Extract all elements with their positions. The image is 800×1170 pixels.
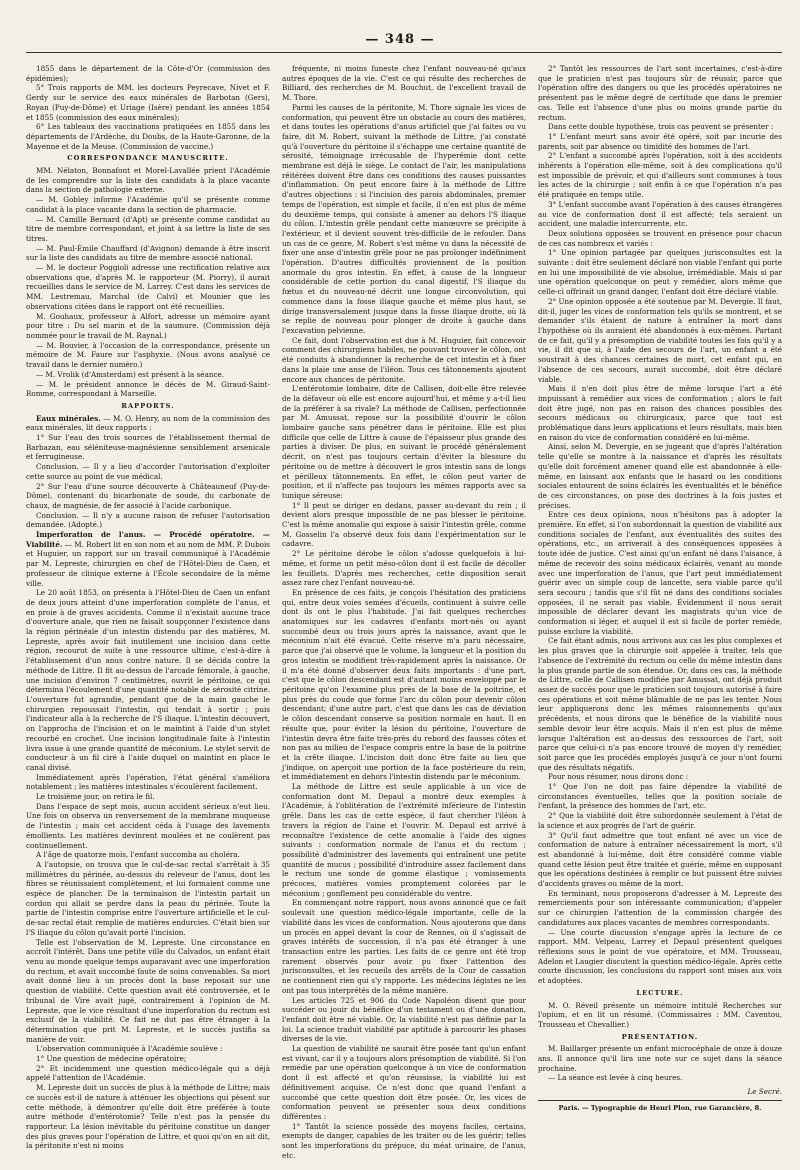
signature: Le Secré. (747, 1087, 782, 1097)
run-in-heading: Imperforation de l'anus. — Procédé opératoire. — Viabilité. (26, 530, 270, 549)
paragraph: Mais il n'en doit plus être de même lorsque l'art a été impuissant à remédier aux vices de conformation ; alors le fait doit être jugé, non pas en raison des chances possibles des secours médicaux ou chirurgicaux, parce que tout est problématique dans leurs applications et leurs résultats, mais bien en raison du vice de conformation considéré en lui-même. (538, 384, 782, 442)
paragraph: Entre ces deux opinions, nous n'hésitons pas à adopter la première. En effet, si l'on subordonnait la question de viabilité aux conditions sociales de l'enfant, aux éventualités des suites des opérations, etc., on arriverait à des conséquences opposées à toute idée de justice. C'est ainsi qu'un enfant né dans l'aisance, à même de recevoir des soins médicaux éclairés, venant au monde avec une imperforation de l'anus, que l'art peut immédiatement guérir avec un simple coup de lancette, sera viable parce qu'il sera secouru ; tandis que s'il fût né dans des conditions sociales opposées, il ne serait pas viable. Évidemment il nous serait impossible de déclarer devant les magistrats qu'un vice de conformation si léger, et auquel il est si facile de porter remède, puisse exclure la viabilité. (538, 510, 782, 636)
paragraph: En présence de ces faits, je conçois l'hésitation des praticiens qui, entre deux voies semées d'écueils, continuent à suivre celle dont ils ont le plus l'habitude. J'ai fait quelques recherches anatomiques sur les cadavres d'enfants mort-nés ou ayant succombé deux ou trois jours après la naissance, avant que le méconium n'ait été évacué. Cette réserve m'a paru nécessaire, parce que j'ai observé que le volume, la longueur et la position du gros intestin se modifient très-rapidement après la naissance. Or il m'a été donné d'observer deux faits importants : d'une part, c'est que le côlon descendant est d'autant moins enveloppé par le péritoine qu'on l'examine plus près de la base de la poitrine, et plus près du coude que forme l'arc du côlon pour devenir côlon descendant; d'une autre part, c'est que dans les cas de déviation le côlon descendant conserve sa position normale en haut. Il en résulte que, pour éviter la lésion du péritoine, l'ouverture de l'intestin devra être faite très-près du rebord des fausses côtes et non pas au milieu de l'espace compris entre la base de la poitrine et la crête iliaque. L'incision doit donc être faite au lieu que j'indique, on aperçoit une portion de la face postérieure du rein, et immédiatement en dehors l'intestin distendu par le méconium. (282, 587, 526, 782)
paragraph: — M. Vrolik (d'Amsterdam) est présent à la séance. (36, 369, 225, 379)
section-heading: CORRESPONDANCE MANUSCRITE. (67, 154, 229, 163)
page-header (0, 30, 800, 54)
section-heading: RAPPORTS. (121, 401, 175, 410)
column-3 (538, 64, 782, 1160)
paragraph: — M. Gobley informe l'Académie qu'il se présente comme candidat à la place vacante dans la section de pharmacie. (26, 195, 270, 214)
paragraph: — M. le docteur Poggioli adresse une rectification relative aux observations que, d'après M. le rapporteur (M. Piorry), il aurait recueillies dans le service de M. Larrey. C'est dans les services de MM. Lestremau, Marchal (de Calvi) et Mounier que les observations citées dans le rapport ont été recueillies. (26, 263, 270, 311)
paragraph: M. O. Réveil présente un mémoire intitulé Recherches sur l'opium, et en lit un résumé. (Commissaires : MM. Caventou, Trousseau et Chevallier.) (538, 1000, 782, 1029)
header-rule (26, 52, 782, 53)
paragraph: Ce fait, dont l'observation est due à M. Huguier, fait concevoir comment des chirurgiens habiles, ne pouvant trouver le côlon, ont été conduits à abandonner la recherche de cet intestin et à fixer dans la plaie une anse de l'iléon. Tous ces tâtonnements ajoutent encore aux chances de péritonite. (282, 335, 526, 384)
paragraph: 2° Et incidemment une question médico-légale qui a déjà appelé l'attention de l'Académie. (26, 1063, 270, 1083)
section-heading: PRÉSENTATION. (621, 1032, 699, 1041)
paragraph: 1° L'enfant meurt sans avoir été opéré, soit par incurie des parents, soit par absence ou timidité des hommes de l'art. (538, 131, 782, 151)
paragraph: 1° Une question de médecine opératoire; (36, 1054, 187, 1064)
paragraph: 1855 dans le département de la Côte-d'Or (commission des épidémies); (26, 64, 270, 83)
paragraph: 1° Une opinion partagée par quelques jurisconsultes est la suivante : doit être seulement déclaré non viable l'enfant qui porte en lui une impossibilité de vie absolue, irrémédiable. Mais si par une opération quelconque on peut y remédier, alors même que celle-ci offrirait un grand danger, l'enfant doit être déclaré viable. (538, 248, 782, 297)
paragraph: 6° Les tableaux des vaccinations pratiquées en 1855 dans les départements de l'Ardèche, du Doubs, de la Haute-Garonne, de la Mayenne et de la Meuse. (Commission de vaccine.) (26, 122, 270, 151)
paragraph: Immédiatement après l'opération, l'état général s'améliora notablement ; les matières intestinales s'écoulèrent facilement. (26, 772, 270, 792)
paragraph: 2° Sur l'eau d'une source découverte à Châteauneuf (Puy-de-Dôme), contenant du bicarbonate de soude, du carbonate de chaux, de magnésie, de fer associé à l'acide carbonique. (26, 481, 270, 510)
page-number: — 348 — (365, 32, 435, 47)
paragraph: — M. le président annonce le décès de M. Giraud-Saint-Romme, correspondant à Marseille. (26, 379, 270, 399)
paragraph: — M. Paul-Émile Chauffard (d'Avignon) demande à être inscrit sur la liste des candidats au titre de membre associé national. (26, 243, 270, 263)
paragraph: 1° Sur l'eau des trois sources de l'établissement thermal de Barbazan, eau séléniteuse-magnésienne sensiblement arsenicale et ferrugineuse. (26, 433, 270, 462)
paragraph: Deux solutions opposées se trouvent en présence pour chacun de ces cas nombreux et variés : (538, 228, 782, 248)
paragraph: L'observation communiquée à l'Académie soulève : (36, 1044, 223, 1054)
paragraph: 2° Une opinion opposée a été soutenue par M. Devergie. Il faut, dit-il, juger les vices de conformation tels qu'ils se montrent, et se demander s'ils étaient de nature à entraîner la mort dans l'hypothèse où ils auraient été abandonnés à eux-mêmes. Partant de ce fait, qu'il y a présomption de viabilité toutes les fois qu'il y a vie, il dit que si, à l'aide des secours de l'art, un enfant a été soustrait à des chances certaines de mort, cet enfant qui, en l'absence de ces secours, aurait succombé, doit être déclaré viable. (538, 296, 782, 384)
paragraph: fréquente, ni moins funeste chez l'enfant nouveau-né qu'aux autres époques de la vie. C'est ce qui résulte des recherches de Billiard, des recherches de M. Bouchut, de l'excellent travail de M. Thore. (282, 64, 526, 103)
paragraph: Telle est l'observation de M. Lepreste. Une circonstance en accroît l'intérêt. Dans une petite ville du Calvados, un enfant était venu au monde quelque temps auparavant avec une imperforation du rectum, et avait succombé faute de soins convenables. Sa mort avait donné lieu à un procès dont la base reposait sur une question de viabilité. Cette question avait été controversée, et le tribunal de Vire avait jugé, contrairement à l'opinion de M. Lepreste, que le vice résultant d'une imperforation du rectum est exclusif de la viabilité. Ce fait ne dut pas être étranger à la détermination que prit M. Lepreste, et le succès justifia sa manière de voir. (26, 937, 270, 1044)
paragraph: Parmi les causes de la péritonite, M. Thore signale les vices de conformation, qui peuvent être un obstacle au cours des matières, et dans toutes les opérations d'anus artificiel que j'ai faites ou vu faire, dit M. Robert, suivant la méthode de Littre, j'ai constaté qu'à l'ouverture du péritoine il s'échappe une certaine quantité de sérosité, témoignage irrécusable de l'hyperémie dont cette membrane est déjà le siège. Le contact de l'air, les manipulations réitérées doivent être dans ces conditions des causes puissantes d'inflammation. On peut encore faire à la méthode de Littre d'autres objections : si l'incision des parois abdominales, premier temps de l'opération, est simple et facile, il n'en est plus de même du deuxième temps, qui consiste à amener au dehors l'S iliaque du côlon. L'intestin grêle pendant cette manœuvre se précipite à l'extérieur, et il devient souvent très-difficile de le refouler. Dans un cas de ce genre, M. Robert s'est même vu dans la nécessité de fixer une anse d'intestin grêle pour ne pas prolonger indéfiniment l'opération. D'autres difficultés proviennent de la position anormale du gros intestin. En effet, à cause de la longueur considérable de cette portion du canal digestif, l'S iliaque du fœtus et du nouveau-né décrit une longue circonvolution, qui commence dans la fosse iliaque gauche et même plus haut, se dirige transversalement jusque dans la fosse iliaque droite, où là se replie de nouveau pour plonger de droite à gauche dans l'excavation pelvienne. (282, 102, 526, 335)
paragraph: M. Baillarger présente un enfant microcéphale de onze à douze ans. Il annonce qu'il lira une note sur ce sujet dans la séance prochaine. (538, 1044, 782, 1073)
paragraph: En commençant notre rapport, nous avons annoncé que ce fait soulevait une question médico-légale importante, celle de la viabilité dans les vices de conformation. Nous ajouterons que dans un procès en appel devant la cour de Rennes, où il s'agissait de graves intérêts de succession, il n'a pas été étranger à une transaction entre les parties. Les faits de ce genre ont été trop rarement observés pour avoir pu fixer l'attention des jurisconsultes, et les recueils des arrêts de la Cour de cassation ne contiennent rien qui s'y rapporte. Les médecins légistes ne les ont pas tous interprétés de la même manière. (282, 898, 526, 995)
paragraph: La méthode de Littre est seule applicable à un vice de conformation dont M. Depaul a montré deux exemples à l'Académie, à l'oblitération de l'extrémité inférieure de l'intestin grêle. Dans les cas de cette espèce, il faut chercher l'iléon à travers la région de l'aine et l'ouvrir. M. Depaul est arrivé à reconnaître l'existence de cette anomalie à l'aide des signes suivants : conformation normale de l'anus et du rectum ; possibilité d'administrer des lavements qui entraînent une petite quantité de mucus ; possibilité d'introduire assez facilement dans le rectum une sonde de gomme élastique ; vomissements précoces, matières vomies promptement colorées par le méconium ; gonflement peu considérable du ventre. (282, 782, 526, 898)
column-1 (26, 64, 270, 1160)
paragraph: 2° Que la viabilité doit être subordonnée seulement à l'état de la science et aux progrès de l'art de guérir. (538, 811, 782, 830)
column-2 (282, 64, 526, 1160)
paragraph: Pour nous résumer, nous dirons donc : (548, 772, 689, 782)
paragraph: 2° Tantôt les ressources de l'art sont incertaines, c'est-à-dire que le praticien n'est pas toujours sûr de réussir, parce que l'opération offre des dangers ou que les procédés opératoires ne présentent pas le même degré de certitude que dans le premier cas. Telle est l'absence d'une plus ou moins grande partie du rectum. (538, 64, 782, 122)
paragraph: A l'autopsie, on trouva que le cul-de-sac rectal s'arrêtait à 35 millimètres du périnée, au-dessus du releveur de l'anus, dont les fibres se réunissaient complètement, et lui formaient comme une espèce de plancher. De la terminaison de l'intestin partait un cordon qui allait se perdre dans la peau du périnée. Toute la partie de l'intestin comprise entre l'ouverture artificielle et le cul-de-sac rectal était remplie de matières endurcies. C'était bien sur l'S iliaque du côlon qu'avait porté l'incision. (26, 859, 270, 937)
paragraph: L'entérotomie lombaire, dite de Callisen, doit-elle être relevée de la défaveur où elle est encore aujourd'hui, et même y a-t-il lieu de la préférer à sa rivale? La méthode de Callisen, perfectionnée par M. Amussat, repose sur la possibilité d'ouvrir le côlon lombaire gauche sans pénétrer dans le péritoine. Elle est plus difficile que celle de Littre à cause de l'épaisseur plus grande des parties à diviser. De plus, en suivant le procédé généralement décrit, on n'est pas toujours certain d'éviter la blessure du péritoine ou de mettre à découvert le gros intestin sans de longs et périlleux tâtonnements. En effet, le côlon peut varier de position, et il n'affecte pas toujours les mêmes rapports avec sa tunique séreuse: (282, 384, 526, 500)
paragraph: 1° Il peut se diriger en dedans, passer au-devant du rein ; il devient alors presque impossible de ne pas blesser le péritoine. C'est la même anomalie qui expose à saisir l'intestin grêle, comme M. Gosselin l'a observé deux fois dans l'expérimentation sur le cadavre. (282, 500, 526, 549)
run-in-heading: Eaux minérales. (36, 413, 101, 423)
paragraph: Dans l'espace de sept mois, aucun accident sérieux n'eut lieu. Une fois on observa un renversement de la membrane muqueuse de l'intestin ; mais cet accident céda à l'usage des lavements émollients. Les matières devinrent moulées et ne coulèrent pas continuellement. (26, 801, 270, 850)
paragraph: — M. Camille Bernard (d'Apt) se présente comme candidat au titre de membre correspondant, et joint à sa lettre la liste de ses titres. (26, 214, 270, 243)
paragraph: — Une courte discussion s'engage après la lecture de ce rapport. MM. Velpeau, Larrey et Depaul présentent quelques réflexions sous le point de vue opératoire, et MM. Trousseau, Adelon et Laugier discutent la question médico-légale. Après cette courte discussion, les conclusions du rapport sont mises aux voix et adoptées. (538, 927, 782, 986)
paragraph: Ainsi, selon M. Devergie, en se jugeant que d'après l'altération telle qu'elle se montre à la naissance et d'après les résultats qu'elle doit forcément amener quand elle est abandonnée à elle-même, en laissant aux enfants que le hasard ou les conditions sociales entourent de soins éclairés les éventualités et le bénéfice de ces circonstances, on pose des doctrines à la fois justes et précises. (538, 442, 782, 510)
paragraph: En terminant, nous proposerons d'adresser à M. Lepreste des remerciements pour son intéressante communication; d'appeler sur ce chirurgien l'attention de la commission chargée des candidatures aux places vacantes de membres correspondants. (538, 888, 782, 927)
paragraph: MM. Nélaton, Bonnafont et Morel-Lavallée prient l'Académie de les comprendre sur la liste des candidats à la place vacante dans la section de pathologie externe. (26, 166, 270, 195)
paragraph: — La séance est levée à cinq heures. (548, 1073, 683, 1083)
paragraph: Ce fait étant admis, nous arrivons aux cas les plus complexes et les plus graves que la chirurgie soit appelée à traiter, tels que l'absence de l'extrémité du rectum ou celle du même intestin dans la plus grande partie de son étendue. Or, dans ces cas, la méthode de Littre, celle de Callisen modifiée par Amussat, ont déjà produit assez de succès pour que le praticien soit toujours autorisé à faire ces opérations et soit même blâmable de ne pas les tenter. Nous leur appliquerons donc les mêmes raisonnements qu'aux précédents, et nous dirons que le bénéfice de la viabilité nous semble devoir leur être acquis. Mais il n'en est plus de même lorsque l'altération est au-dessus des ressources de l'art, soit parce que celui-ci n'a pas encore trouvé de moyen d'y remédier, soit parce que les procédés employés jusqu'à ce jour n'ont fourni que des résultats négatifs. (538, 636, 782, 772)
paragraph: 1° Que l'on ne doit pas faire dépendre la viabilité de circonstances éventuelles, telles que la position sociale de l'enfant, la présence des hommes de l'art, etc. (538, 782, 782, 811)
section-heading: LECTURE. (636, 988, 684, 997)
text-columns (26, 64, 782, 1160)
paragraph: A l'âge de quatorze mois, l'enfant succomba au choléra. (36, 850, 240, 860)
paragraph: Le troisième jour, on retira le fil. (36, 792, 155, 802)
paragraph: Conclusion. — Il n'y a aucune raison de refuser l'autorisation demandée. (Adopté.) (26, 510, 270, 530)
paragraph: 2° Le péritoine dérobe le côlon s'adosse quelquefois à lui-même, et forme un petit méso-côlon dont il est facile de décoller les feuillets. D'après mes recherches, cette disposition serait assez rare chez l'enfant nouveau-né. (282, 549, 526, 588)
paragraph: Dans cette double hypothèse, trois cas peuvent se présenter : (548, 122, 774, 132)
paragraph: M. Gouhaux, professeur à Alfort, adresse un mémoire ayant pour titre : Du sel marin et de la saumure. (Commission déjà nommée pour le travail de M. Raynal.) (26, 311, 270, 340)
paragraph: — M. Bouvier, à l'occasion de la correspondance, présente un mémoire de M. Faure sur l'asphyxie. (Nous avons analysé ce travail dans le dernier numéro.) (26, 340, 270, 370)
paragraph: 5° Trois rapports de MM. les docteurs Peyrecave, Nivet et F. Gerdy sur le service des eaux minérales de Barbotan (Gers), Royan (Puy-de-Dôme) et Uriage (Isère) pendant les années 1854 et 1855 (commission des eaux minérales); (26, 83, 270, 122)
paragraph: Conclusion. — Il y a lieu d'accorder l'autorisation d'exploiter cette source au point de vue médical. (26, 462, 270, 481)
printer-imprint: Paris. — Typographie de Henri Plon, rue Garancière, 8. (538, 1100, 782, 1114)
paragraph: Eaux minérales. — M. O. Henry, au nom de la commission des eaux minérales, lit deux rapports : (26, 413, 270, 433)
paragraph: La question de viabilité ne saurait être posée tant qu'un enfant est vivant, car il y a toujours alors présomption de viabilité. Si l'on remédie par une opération quelconque à un vice de conformation dont il est affecté et qu'on réussisse, la viabilité lui est définitivement acquise. Ce n'est donc que quand l'enfant a succombé que cette question doit être posée. Or, les vices de conformation peuvent se présenter sous deux conditions différentes : (282, 1044, 526, 1121)
paragraph: 3° Qu'il faut admettre que tout enfant né avec un vice de conformation de nature à entraîner nécessairement la mort, s'il est abandonné à lui-même, doit être considéré comme viable quand cette lésion peut être traitée et guérie, même en supposant que les opérations destinées à remplir ce but puissent être suivies d'accidents graves ou même de la mort. (538, 830, 782, 889)
paragraph: Les articles 725 et 906 du Code Napoléon disent que pour succéder ou jouir du bénéfice d'un testament ou d'une donation, l'enfant doit être né viable. Or, la viabilité n'est pas définie par la loi. La science traduit viabilité par aptitude à parcourir les phases diverses de la vie. (282, 995, 526, 1044)
paragraph: Imperforation de l'anus. — Procédé opératoire. — Viabilité. — M. Robert lit en son nom et au nom de MM. P. Dubois et Huguier, un rapport sur un travail communiqué à l'Académie par M. Lepreste, chirurgien en chef de l'Hôtel-Dieu de Caen, et professeur de clinique externe à l'École secondaire de la même ville. (26, 530, 270, 588)
paragraph: Le 20 août 1853, on présenta à l'Hôtel-Dieu de Caen un enfant de deux jours atteint d'une imperforation complète de l'anus, et en proie à de graves accidents. Comme il n'existait aucune trace d'ouverture anale, que rien ne faisait soupçonner l'existence dans la région périnéale d'un intestin distendu par des matières, M. Lepreste, après avoir fait inutilement une incision dans cette région, recourut de suite à une ressource ultime, c'est-à-dire à l'établissement d'un anus contre nature. Il se décida contre la méthode de Littre. Il fit au-dessus de l'arcade fémorale, à gauche, une incision d'environ 7 centimètres, ouvrit le péritoine, ce qui détermina l'écoulement d'une quantité notable de sérosité citrine. L'ouverture fut agrandie, pendant que de la main gauche le chirurgien repoussait l'intestin, qui tendait à sortir ; puis l'indicateur alla à la recherche de l'S iliaque. L'intestin découvert, on l'approcha de l'incision et on le maintint à l'aide d'un stylet recourbé en crochet. Une incision longitudinale faite à l'intestin livra issue à une grande quantité de méconium. Le stylet servit de conducteur à un fil ciré à l'aide duquel on maintint en place le canal divisé. (26, 588, 270, 772)
paragraph: 3° L'enfant succombe avant l'opération à des causes étrangères au vice de conformation dont il est affecté; tels seraient un accident, une maladie intercurrente, etc. (538, 199, 782, 229)
paragraph: M. Lepreste doit un succès de plus à la méthode de Littre; mais ce succès est-il de nature à atténuer les objections qui pèsent sur cette méthode, à démontrer qu'elle doit être préférée à toute autre méthode d'entérotomie? Telle n'est pas la pensée du rapporteur. La lésion inévitable du péritoine constitue un danger des plus graves pour l'opération de Littre, et quoi qu'on en ait dit, la péritonite n'est ni moins (26, 1083, 270, 1151)
paragraph: 2° L'enfant a succombé après l'opération, soit à des accidents inhérents à l'opération elle-même, soit à des complications qu'il est impossible de prévoir, et qui d'ailleurs sont communes à tous les actes de la chirurgie ; soit enfin à ce que l'opération n'a pas été pratiquée en temps utile. (538, 151, 782, 200)
paragraph: 1° Tantôt la science possède des moyens faciles, certains, exempts de danger, capables de les traiter ou de les guérir; telles sont les imperforations du prépuce, du méat urinaire, de l'anus, etc. (282, 1121, 526, 1160)
